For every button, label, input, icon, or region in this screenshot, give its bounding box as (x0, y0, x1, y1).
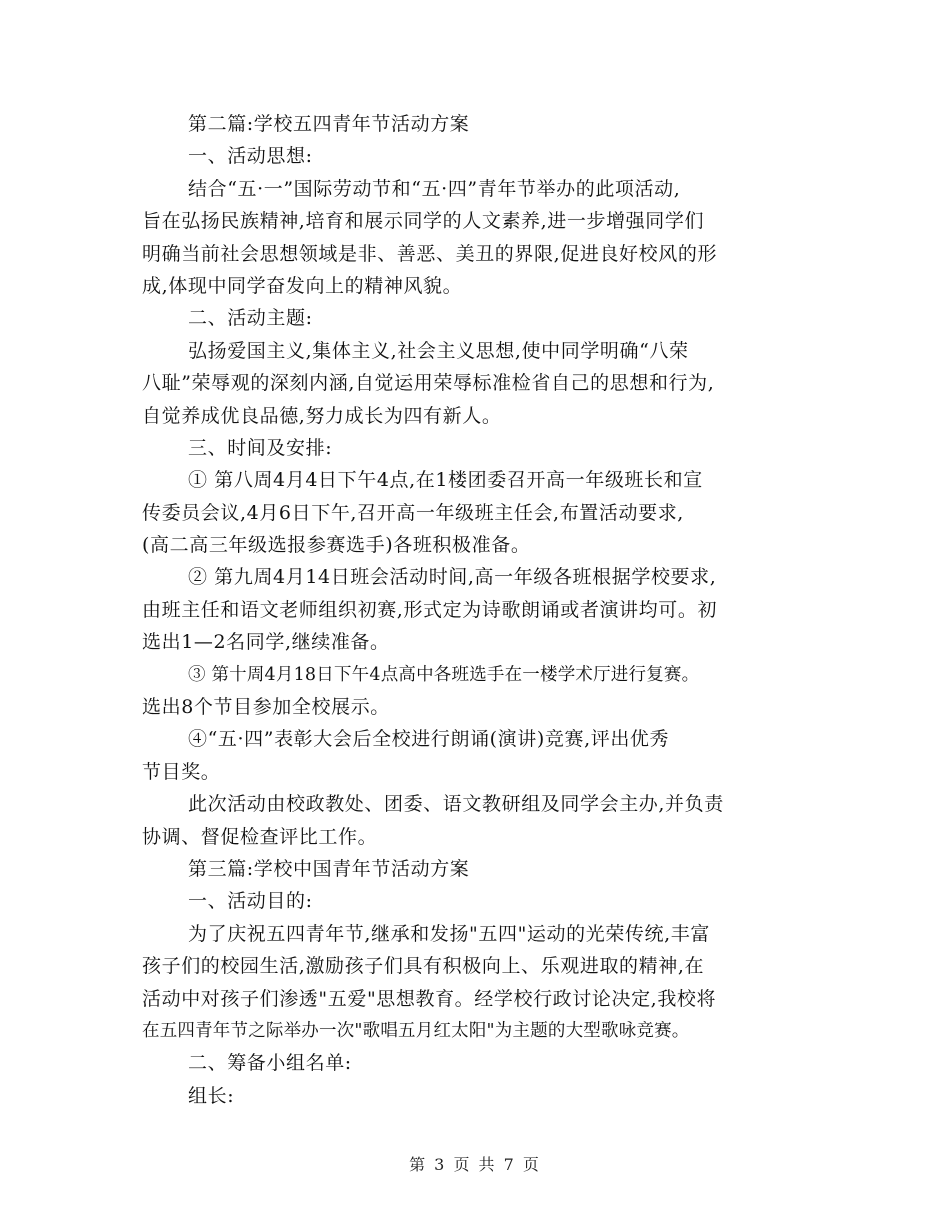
list-item-line: 选出8个节目参加全校展示。 (142, 696, 390, 719)
paragraph-line: 结合“五·一”国际劳动节和“五·四”青年节举办的此项活动, (188, 177, 681, 200)
paragraph-line: 自觉养成优良品德,努力成长为四有新人。 (142, 404, 502, 427)
subsection-heading: 一、活动思想: (188, 145, 313, 168)
list-item-line: (高二高三年级选报参赛选手)各班积极准备。 (142, 534, 531, 557)
list-item-line: 节目奖。 (142, 760, 221, 783)
paragraph-line: 孩子们的校园生活,激励孩子们具有积极向上、乐观进取的精神,在 (142, 955, 705, 978)
list-item-line: 由班主任和语文老师组织初赛,形式定为诗歌朗诵或者演讲均可。初 (142, 598, 718, 621)
subsection-heading: 一、活动目的: (188, 890, 313, 913)
paragraph-line: 在五四青年节之际举办一次"歌唱五月红太阳"为主题的大型歌咏竞赛。 (142, 1020, 690, 1041)
list-item-line: ② 第九周4月14日班会活动时间,高一年级各班根据学校要求, (188, 566, 717, 589)
section-heading: 第三篇:学校中国青年节活动方案 (188, 857, 470, 880)
list-item-line: ③ 第十周4月18日下午4点高中各班选手在一楼学术厅进行复赛。 (188, 664, 700, 685)
paragraph-line: 成,体现中同学奋发向上的精神风貌。 (142, 274, 463, 297)
paragraph-line: 协调、督促检查评比工作。 (142, 825, 378, 848)
paragraph-line: 活动中对孩子们渗透"五爱"思想教育。经学校行政讨论决定,我校将 (142, 987, 717, 1010)
paragraph-line: 旨在弘扬民族精神,培育和展示同学的人文素养,进一步增强同学们 (142, 210, 705, 233)
paragraph-line: 组长: (188, 1084, 235, 1107)
subsection-heading: 二、活动主题: (188, 307, 313, 330)
document-body (142, 108, 822, 1112)
list-item-line: 选出1—2名同学,继续准备。 (142, 631, 390, 654)
subsection-heading: 二、筹备小组名单: (188, 1052, 352, 1075)
section-heading: 第二篇:学校五四青年节活动方案 (188, 113, 470, 135)
paragraph-line: 此次活动由校政教处、团委、语文教研组及同学会主办,并负责 (188, 793, 724, 816)
paragraph-line: 为了庆祝五四青年节,继承和发扬"五四"运动的光荣传统,丰富 (188, 922, 710, 945)
paragraph-line: 弘扬爱国主义,集体主义,社会主义思想,使中同学明确“八荣 (188, 339, 689, 362)
paragraph-line: 明确当前社会思想领域是非、善恶、美丑的界限,促进良好校风的形 (142, 242, 718, 265)
list-item-line: ① 第八周4月4日下午4点,在1楼团委召开高一年级班长和宣 (188, 469, 703, 492)
subsection-heading: 三、时间及安排: (188, 436, 333, 459)
paragraph-line: 八耻”荣辱观的深刻内涵,自觉运用荣辱标准检省自己的思想和行为, (142, 372, 715, 395)
page-number: 第 3 页 共 7 页 (409, 1155, 541, 1174)
list-item-line: ④“五·四”表彰大会后全校进行朗诵(演讲)竞赛,评出优秀 (188, 728, 670, 751)
list-item-line: 传委员会议,4月6日下午,召开高一年级班主任会,布置活动要求, (142, 501, 684, 524)
